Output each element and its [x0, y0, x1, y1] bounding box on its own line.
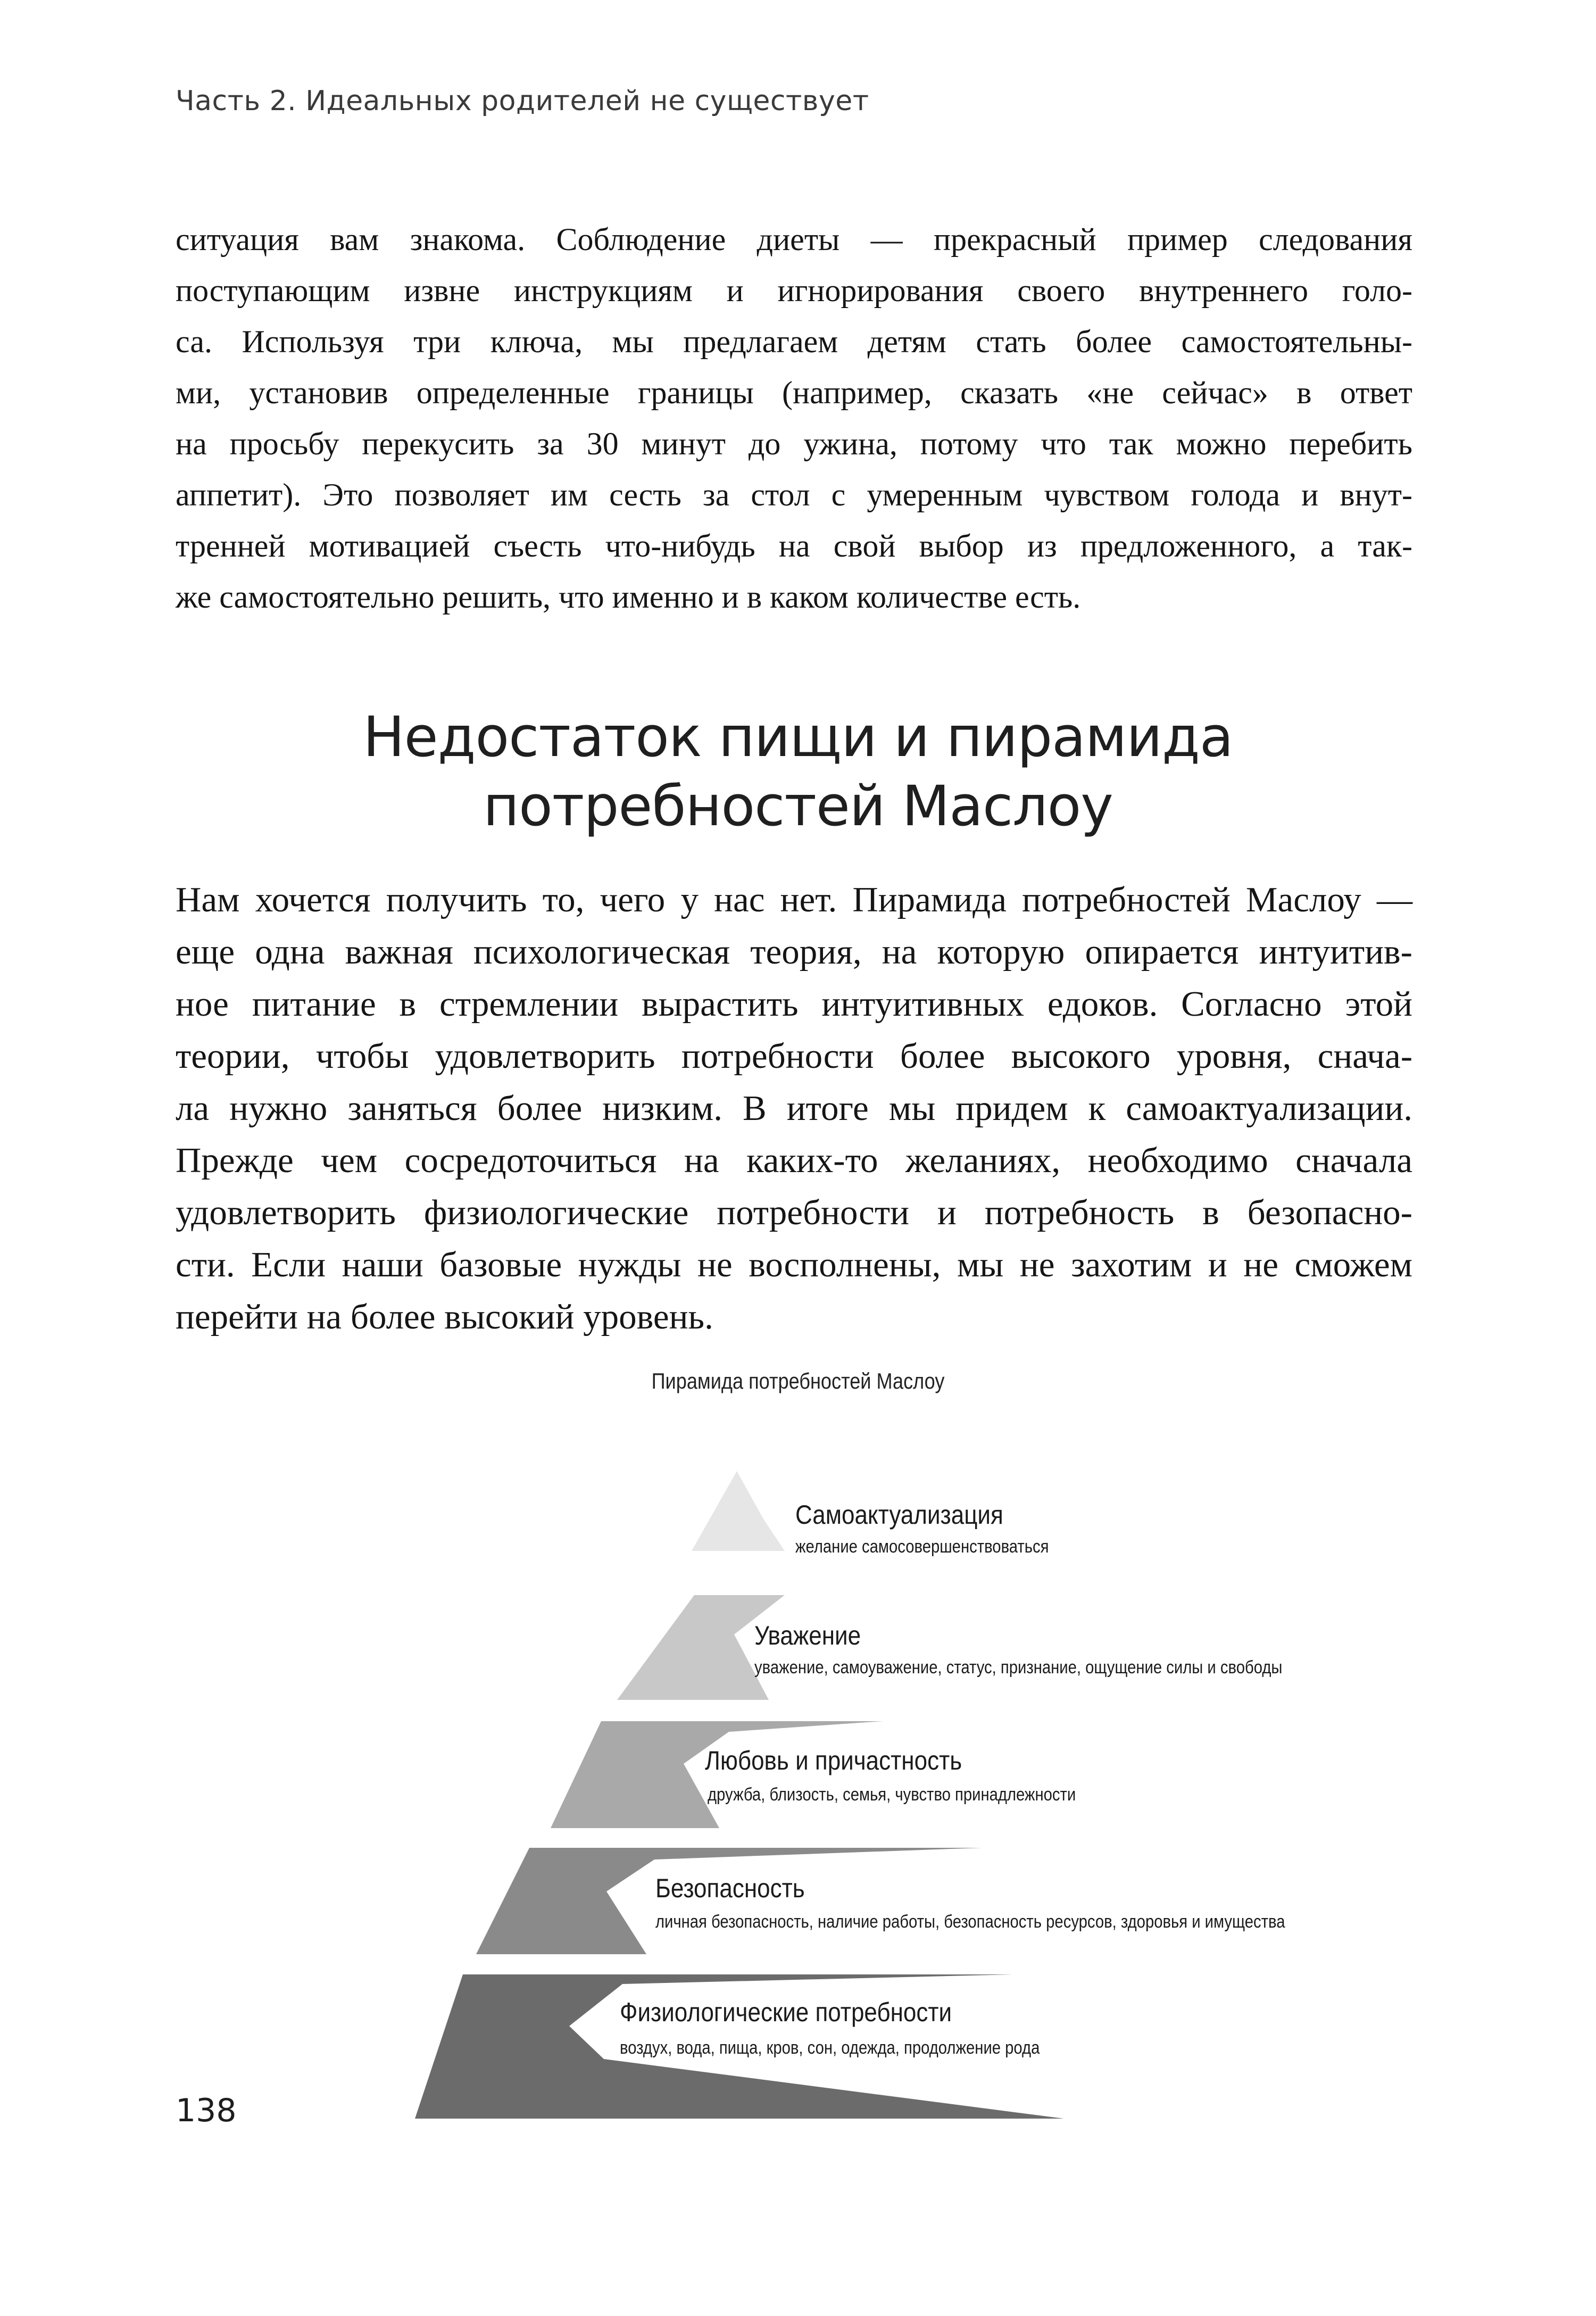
paragraph-line: ное питание в стремлении вырастить интуитивных едоков. Согласно этой [176, 984, 1412, 1024]
paragraph-line: ситуация вам знакома. Соблюдение диеты — прекрасный пример следования [176, 222, 1412, 257]
pyramid-level-4-description: личная безопасность, наличие работы, безопасность ресурсов, здоровья и имущества [655, 1912, 1285, 1932]
paragraph-line: поступающим извне инструкциям и игнорирования своего внутреннего голо- [176, 273, 1412, 308]
pyramid-level-2-title: Уважение [754, 1621, 861, 1650]
pyramid-level-3-description: дружба, близость, семья, чувство принадлежности [708, 1784, 1076, 1805]
paragraph-line: ми, установив определенные границы (например, сказать «не сейчас» в ответ [176, 375, 1412, 410]
page-number: 138 [176, 2092, 237, 2129]
paragraph-line: аппетит). Это позволяет им сесть за стол с умеренным чувством голода и внут- [176, 477, 1412, 512]
paragraph-line: удовлетворить физиологические потребности и потребность в безопасно- [176, 1193, 1412, 1232]
figure-caption: Пирамида потребностей Маслоу [651, 1368, 945, 1393]
paragraph-line: еще одна важная психологическая теория, на которую опирается интуитив- [176, 932, 1412, 972]
paragraph-line: Нам хочется получить то, чего у нас нет. Пирамида потребностей Маслоу — [176, 880, 1412, 919]
pyramid-level-5-description: воздух, вода, пища, кров, сон, одежда, продолжение рода [620, 2038, 1040, 2058]
pyramid-level-1-shape [692, 1471, 785, 1551]
pyramid-level-1-description: желание самосовершенствоваться [795, 1537, 1049, 1557]
pyramid-level-1-title: Самоактуализация [795, 1500, 1003, 1530]
paragraph-line: тренней мотивацией съесть что-нибудь на свой выбор из предложенного, а так- [176, 528, 1412, 563]
paragraph-line: теории, чтобы удовлетворить потребности более высокого уровня, снача- [176, 1036, 1412, 1076]
paragraph-line: ла нужно заняться более низким. В итоге мы придем к самоактуализации. [176, 1089, 1412, 1128]
running-head: Часть 2. Идеальных родителей не существует [176, 85, 869, 117]
pyramid-level-4-title: Безопасность [655, 1873, 805, 1903]
paragraph-line: перейти на более высокий уровень. [176, 1297, 713, 1337]
paragraph-line: же самостоятельно решить, что именно и в каком количестве есть. [176, 579, 1081, 615]
heading-line: потребностей Маслоу [483, 774, 1113, 839]
paragraph-line: сти. Если наши базовые нужды не восполнены, мы не захотим и не сможем [176, 1245, 1412, 1284]
paragraph-line: Прежде чем сосредоточиться на каких-то желаниях, необходимо сначала [176, 1141, 1412, 1180]
pyramid-level-2-description: уважение, самоуважение, статус, признание, ощущение силы и свободы [754, 1657, 1283, 1678]
heading-line: Недостаток пищи и пирамида [363, 704, 1233, 769]
paragraph-line: на просьбу перекусить за 30 минут до ужина, потому что так можно перебить [176, 426, 1412, 461]
paragraph-line: са. Используя три ключа, мы предлагаем детям стать более самостоятельны- [176, 324, 1412, 359]
pyramid-level-3-title: Любовь и причастность [705, 1746, 962, 1775]
pyramid-level-5-title: Физиологические потребности [620, 1997, 952, 2027]
